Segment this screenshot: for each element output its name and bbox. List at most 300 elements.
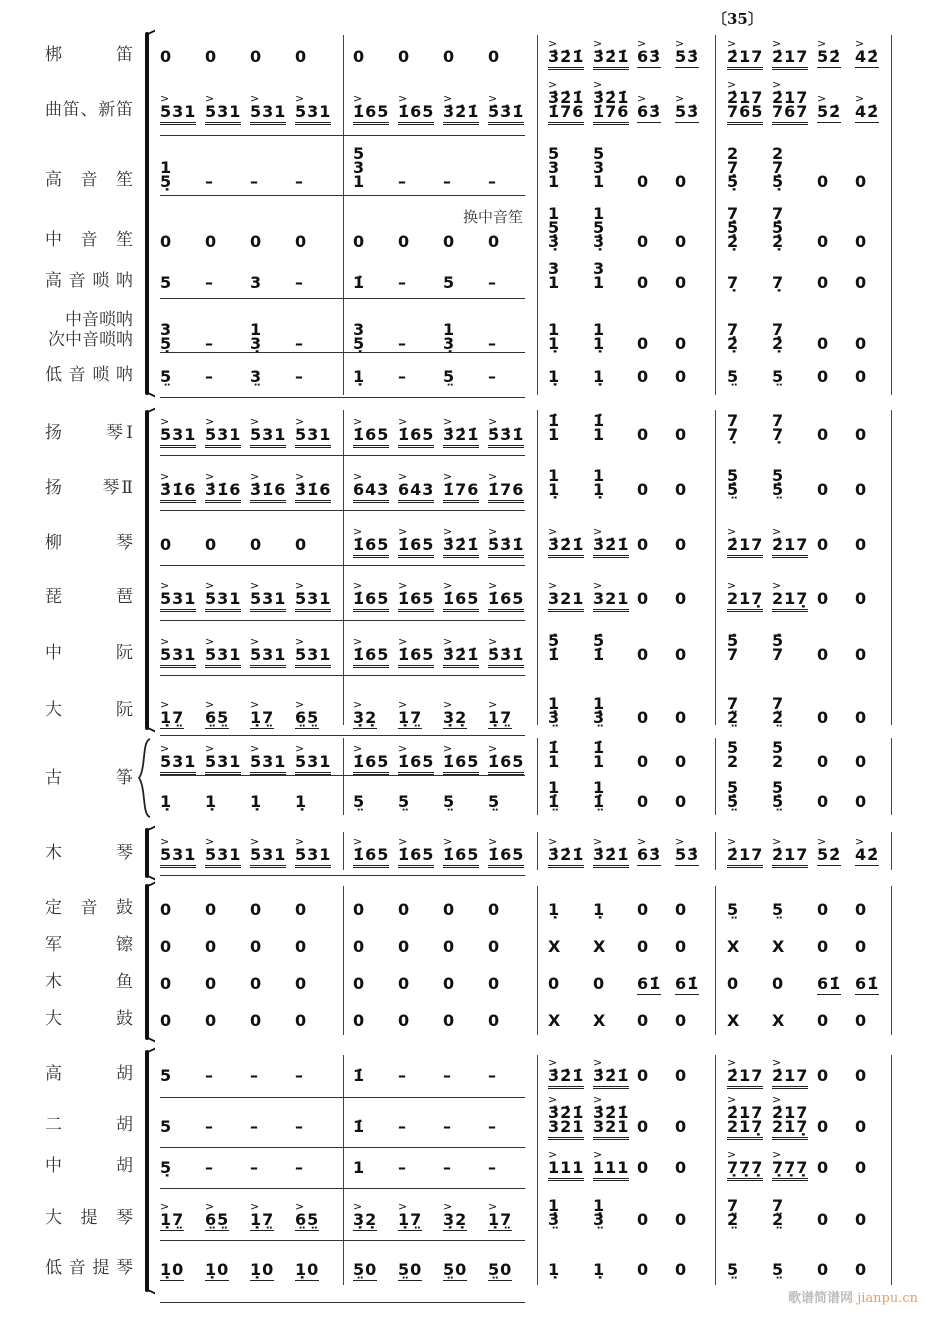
instrument-label: 曲笛、新笛 [45,100,133,120]
note-cell [817,367,830,386]
note-cell [855,1210,868,1229]
note-line: 0 [637,645,650,664]
note-cell [295,535,308,554]
note-line: 3 [353,320,366,339]
staff-separator [160,298,525,299]
note-line: 0 [353,974,366,993]
note-line: – [295,273,304,292]
staff-separator [160,352,525,353]
note-line: 1̤ [548,792,561,811]
instrument-label: 大 阮 [45,700,133,720]
note-cell [160,47,173,66]
note-line: 5 [160,1066,173,1085]
note-line: 5̤ [353,792,366,811]
note-line: 7̤ [727,1196,740,1215]
note-line: 531 [295,102,331,125]
note-line: 0 [817,334,830,353]
note-cell [353,752,390,771]
note-cell [727,88,764,121]
note-cell [772,47,809,66]
note-cell [443,845,480,864]
instrument-label: 高音笙 [45,170,133,190]
note-cell [353,792,366,811]
note-cell [817,752,830,771]
note-line: X [593,1011,607,1030]
note-line: 1̇ [593,738,606,757]
note-cell [295,900,308,919]
note-line: 1̣7̤ [398,708,423,727]
barline [715,738,716,815]
note-line: 1̇65 [353,535,389,558]
note-cell [295,47,308,66]
note-cell [353,1011,366,1030]
note-line: 0 [817,535,830,554]
note-cell [593,535,630,554]
note-line: 63̇ [637,102,662,121]
note-line: 1̣ [295,792,308,811]
note-line: 5̣ [727,218,740,237]
note-cell [817,425,830,444]
note-line: 0 [855,1011,868,1030]
note-line: 643 [353,480,389,503]
note-line: 7̤ [727,694,740,713]
note-line: 0 [250,974,263,993]
note-line: 1̇65 [443,845,479,868]
note-line: 0 [488,1011,501,1030]
note-cell [772,466,785,499]
note-line: – [205,1117,214,1136]
note-line: 5̤ [488,792,501,811]
note-cell [675,1210,688,1229]
note-cell [548,88,585,121]
note-line: 1 [548,320,561,339]
note-line: 0 [160,1011,173,1030]
note-line: 0 [817,367,830,386]
note-cell [727,411,740,444]
note-cell [637,1158,650,1177]
note-line: 7̣ [727,204,740,223]
note-line: 1̇65 [398,645,434,668]
note-cell [160,708,185,727]
note-cell [727,778,740,811]
note-line: 0 [855,1117,868,1136]
note-cell [548,1158,585,1177]
note-line: 1̣ [160,792,173,811]
note-cell [353,273,366,292]
note-line: 1̣7̤ [488,1210,513,1229]
note-line: 0 [817,1210,830,1229]
note-cell [295,708,320,727]
note-line: 0 [675,172,688,191]
instrument-label: 军 镲 [45,935,133,955]
note-line: 3̇2̇1̇ [443,425,479,448]
note-line: 1̣ [593,480,606,499]
note-line: 3̇2̇1̇ [593,845,629,868]
note-line: 5 [727,738,740,757]
note-cell [593,845,630,864]
note-line: 0 [443,937,456,956]
note-line: 63̇ [637,47,662,66]
note-cell [593,1066,630,1085]
note-line: – [488,1117,497,1136]
staff-separator [160,1302,525,1303]
note-cell [637,752,650,771]
note-line: 0 [675,334,688,353]
note-cell [727,694,740,727]
note-cell [488,1210,513,1229]
rehearsal-mark: 〔35〕 [712,10,763,28]
note-line: 7̣ [727,158,740,177]
note-cell [855,900,868,919]
note-cell [772,1066,809,1085]
note-cell [772,900,785,919]
note-cell [443,273,456,292]
note-cell [675,273,688,292]
note-line: 217̣ [772,1117,808,1140]
note-line: 0 [205,974,218,993]
note-line: 1̇65 [488,752,524,775]
note-cell [593,589,630,608]
note-cell [250,1260,275,1279]
note-cell [817,172,830,191]
note-line: 0 [675,535,688,554]
note-line: 1̣ [250,792,263,811]
group-bracket [145,410,149,730]
note-cell [443,172,452,191]
note-line: 531 [205,102,241,125]
barline [537,410,538,725]
note-line: 5̤ [160,367,173,386]
note-cell [250,708,275,727]
note-cell [295,1117,304,1136]
note-line: 0 [637,1210,650,1229]
note-line: 1̤ [593,792,606,811]
barline [537,886,538,1035]
note-cell [675,845,700,864]
note-line: 1̇65 [353,752,389,775]
note-cell [160,645,197,664]
note-cell [727,974,740,993]
note-cell [855,1158,868,1177]
note-line: 1̇76 [548,102,584,125]
note-cell [398,1117,407,1136]
note-line: 0 [443,974,456,993]
note-cell [488,752,525,771]
note-line: 3̣ [548,232,561,251]
note-line: 1 [593,320,606,339]
note-cell [443,792,456,811]
watermark [788,1287,918,1306]
note-line: 1 [593,204,606,223]
note-line: 1̣ [593,900,606,919]
note-line: – [488,172,497,191]
note-cell [637,334,650,353]
note-cell [250,320,263,353]
note-cell [855,47,880,66]
note-cell [250,1066,259,1085]
note-cell [488,900,501,919]
barline [537,738,538,815]
note-cell [727,937,741,956]
note-line: 0 [817,1260,830,1279]
note-line: X [727,1011,741,1030]
note-line: 1̇ [353,273,366,292]
note-cell [488,1117,497,1136]
note-line: – [295,1117,304,1136]
note-line: 7̣ [772,425,785,444]
note-line: 2̣ [772,232,785,251]
note-cell [855,102,880,121]
note-line: 0 [637,1066,650,1085]
note-line: 0 [398,232,411,251]
note-line: 765 [727,102,763,125]
note-cell [855,1011,868,1030]
note-cell [593,1196,606,1229]
note-line: 0 [675,1260,688,1279]
note-cell [160,589,197,608]
note-cell [817,845,842,864]
note-line: 3̇1̇6 [295,480,331,503]
note-cell [593,694,606,727]
note-line: – [488,1066,497,1085]
note-line: 6̤5̤ [205,708,230,727]
note-cell [548,367,561,386]
note-line: 5̤ [772,367,785,386]
note-line: 2 [727,752,740,771]
note-cell [443,535,480,554]
note-cell [205,708,230,727]
note-line: 5̣ [772,218,785,237]
note-cell [160,752,197,771]
note-line: 217̣ [727,589,763,612]
note-line: 2̇17 [772,1103,809,1122]
instrument-label: 琵 琶 [45,587,133,607]
note-cell [772,273,785,292]
note-line: 5̇3̇1̇ [488,102,524,125]
note-cell [205,1117,214,1136]
note-line: 1̇65 [488,845,524,868]
note-line: 2̤ [772,708,785,727]
note-line: 5̤ [727,367,740,386]
note-line: 1̇65 [353,102,389,125]
note-line: 531 [160,425,196,448]
note-cell [817,232,830,251]
note-line: 3̇2̇1̇ [548,47,584,70]
note-cell [637,1210,650,1229]
note-line: 1 [548,425,561,444]
note-line: 0 [637,708,650,727]
note-cell [637,1260,650,1279]
note-line: 0 [855,1210,868,1229]
note-cell [250,480,287,499]
note-cell [205,1066,214,1085]
staff-separator [160,1147,525,1148]
note-cell [548,1066,585,1085]
note-cell [637,974,662,993]
note-line: 0 [855,273,868,292]
instrument-label: 扬 琴Ⅱ [45,478,133,498]
note-line: 0 [637,937,650,956]
note-cell [295,752,332,771]
note-line: 1̇ [548,411,561,430]
note-cell [353,320,366,353]
note-line: 0 [817,273,830,292]
note-line: 0 [637,232,650,251]
note-cell [548,144,561,191]
note-line: 0 [295,974,308,993]
note-line: 0 [160,47,173,66]
note-line: 0 [205,937,218,956]
note-line: 1̣7̤ [160,708,185,727]
note-line: 7̤ [772,1196,785,1215]
note-line: – [250,172,259,191]
note-line: 0 [855,752,868,771]
note-cell [855,937,868,956]
note-cell [855,480,868,499]
note-line: 531 [295,845,331,868]
note-line: 0 [855,900,868,919]
note-line: 3̇1̇6 [160,480,196,503]
note-cell [250,47,263,66]
note-cell [488,102,525,121]
note-line: 5̣ [353,334,366,353]
note-line: 3̣2̣ [443,1210,468,1229]
note-line: 0 [250,232,263,251]
note-cell [675,900,688,919]
note-line: 0 [637,535,650,554]
note-line: 0 [295,47,308,66]
note-cell [488,367,497,386]
note-line: 531 [160,102,196,125]
note-line: 5̇3̇1̇ [488,425,524,448]
note-cell [727,1066,764,1085]
instrument-label: 梆 笛 [45,45,133,65]
note-cell [205,367,214,386]
note-cell [772,1196,785,1229]
note-line: 0 [295,900,308,919]
note-cell [855,1117,868,1136]
note-cell [443,1117,452,1136]
note-line: 0 [675,792,688,811]
staff-separator [160,1097,525,1098]
note-line: 0 [637,425,650,444]
note-cell [817,480,830,499]
note-line: 5 [443,273,456,292]
note-line: X [593,937,607,956]
barline [343,1055,344,1285]
note-cell [593,1260,606,1279]
note-cell [295,367,304,386]
note-cell [772,589,809,608]
note-line: 3̣2̣ [353,1210,378,1229]
group-bracket [145,32,149,395]
note-cell [160,1210,185,1229]
barline [537,1055,538,1285]
note-line: 0 [488,900,501,919]
note-line: 7̣ [772,204,785,223]
note-line: 0 [443,47,456,66]
note-cell [353,535,390,554]
note-line: 3 [593,158,606,177]
note-line: 1̣ [593,694,606,713]
note-cell [398,273,407,292]
note-line: 0 [205,900,218,919]
note-cell [637,535,650,554]
note-cell [398,47,411,66]
note-line: 0 [855,334,868,353]
note-line: 0 [817,645,830,664]
note-line: 0 [727,974,740,993]
note-cell [250,1158,259,1177]
note-line: 0 [675,752,688,771]
note-line: 1̇ [548,738,561,757]
note-line: 3̣2̣ [443,708,468,727]
note-cell [205,1011,218,1030]
note-line: 2 [727,144,740,163]
staff-separator [160,135,525,136]
note-line: – [295,1066,304,1085]
note-line: 5̣ [727,778,740,797]
note-cell [295,425,332,444]
note-cell [727,589,764,608]
note-cell [398,535,435,554]
note-line: 0 [295,535,308,554]
note-cell [353,1158,366,1177]
note-cell [593,320,606,353]
note-cell [548,845,585,864]
note-line: 1̇65 [353,645,389,668]
note-cell [855,708,868,727]
note-cell [398,589,435,608]
note-cell [443,1011,456,1030]
note-cell [637,1066,650,1085]
note-line: 0 [160,974,173,993]
note-line: 61̇ [675,974,700,993]
note-cell [205,102,242,121]
note-cell [772,738,785,771]
note-cell [295,937,308,956]
note-cell [817,1260,830,1279]
note-cell [443,47,456,66]
note-line: 1̇65 [443,752,479,775]
note-line: 5̤0 [443,1260,468,1279]
note-line: 2̇17 [727,1103,764,1122]
note-line: 531 [250,102,286,125]
instrument-label: 二 胡 [45,1115,133,1135]
staff-separator [160,620,525,621]
note-cell [488,1066,497,1085]
note-cell [855,1260,868,1279]
note-line: 0 [205,535,218,554]
note-line: 5̣ [772,778,785,797]
note-line: 0 [637,1158,650,1177]
note-line: 3̣ [443,334,456,353]
note-cell [250,172,259,191]
note-line: 1̇65 [398,845,434,868]
note-line: 531 [250,425,286,448]
note-line: 3̤ [548,1210,561,1229]
note-cell [637,47,662,66]
note-line: 1̣ [548,778,561,797]
note-cell [855,792,868,811]
note-line: 1̣ [548,334,561,353]
note-line: 7̣ [772,158,785,177]
note-line: 0 [488,232,501,251]
note-cell [160,900,173,919]
note-line: 5̇ [727,631,740,650]
note-line: 321 [548,1117,584,1140]
note-line: 2̣ [727,334,740,353]
